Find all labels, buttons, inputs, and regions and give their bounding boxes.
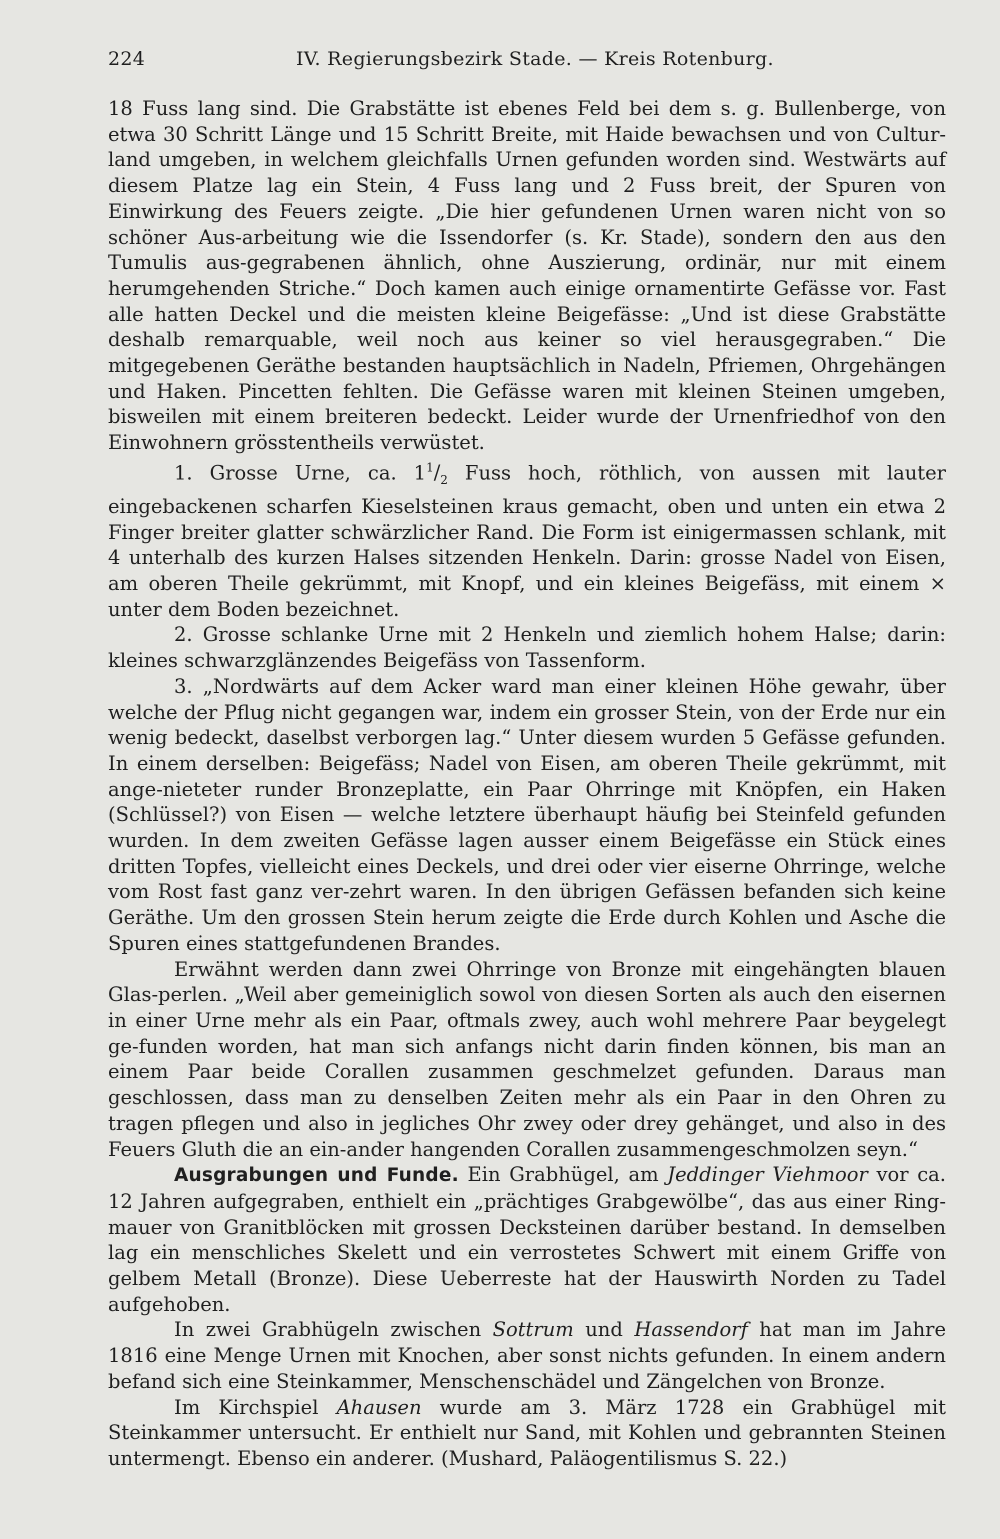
paragraph-item-3: 3. „Nordwärts auf dem Acker ward man einer kleinen Höhe gewahr, über welche der Pflug nicht gegangen war, indem ein grosser Stein, von der Erde nur ein wenig bedeckt, daselbst verborgen lag.“ Unter diesem wurden 5 Gefässe gefunden. In einem derselben: Beigefäss; Nadel von Eisen, am oberen Theile gekrümmt, mit ange-nieteter runder Bronzeplatte, ein Paar Ohrringe mit Knöpfen, ein Haken (Schlüssel?) von Eisen — welche letztere überhaupt häufig bei Steinfeld gefunden wurden. In dem zweiten Gefässe lagen ausser einem Beigefässe ein Stück eines dritten Topfes, vielleicht eines Deckels, und drei oder vier eiserne Ohrringe, welche vom Rost fast ganz ver-zehrt waren. In den übrigen Gefässen befanden sich keine Geräthe. Um den grossen Stein herum zeigte die Erde durch Kohlen und Asche die Spuren eines stattgefundenen Brandes. — [108, 674, 946, 955]
ahausen-text-b: wurde am 3. März 1728 ein Grabhügel mit Steinkammer untersucht. Er enthielt nur Sand, mit Kohlen und gebrannten Steinen untermengt. Ebenso ein anderer. (Mushard, Paläogentilismus S. 22.) — [108, 1395, 947, 1470]
sottrum-text-a: In zwei Grabhügeln zwischen — [174, 1318, 493, 1342]
sottrum-text-b: und — [573, 1318, 635, 1342]
place-sottrum: Sottrum — [492, 1318, 574, 1342]
excavations-text-b: vor ca. 12 Jahren aufgegraben, enthielt ein „prächtiges Grabgewölbe“, das aus einer Ring-mauer von Granitblöcken mit grossen Decksteinen darüber bestand. In demselben lag ein menschliches Skelett und ein verrostetes Schwert mit einem Griffe von gelbem Metall (Bronze). Diese Ueberreste hat der Hauswirth Norden zu Tadel aufgehoben. — [108, 1163, 946, 1316]
fraction-numerator: 1 — [426, 460, 434, 475]
place-ahausen: Ahausen — [336, 1395, 422, 1419]
running-head: IV. Regierungsbezirk Stade. — Kreis Rotenburg. — [296, 48, 774, 70]
page-header — [108, 48, 946, 70]
paragraph-earrings: Erwähnt werden dann zwei Ohrringe von Bronze mit eingehängten blauen Glas-perlen. „Weil aber gemeiniglich sowol von diesen Sorten als auch den eisernen in einer Urne mehr als ein Paar, oftmals zwey, auch wohl mehrere Paar beygelegt ge-funden worden, hat man sich anfangs nicht darin finden können, bis man an einem Paar beide Corallen zusammen geschmelzet gefunden. Daraus man geschlossen, dass man zu denselben Zeiten mehr als ein Paar in den Ohren zu tragen pflegen und also in jegliches Ohr zwey oder drey gehänget, und also in des Feuers Gluth die an ein-ander hangenden Corallen zusammengeschmolzen seyn.“ — [108, 957, 946, 1161]
page-number: 224 — [108, 48, 146, 70]
paragraph-sottrum — [108, 1317, 946, 1394]
item-1-rest: Fuss hoch, röthlich, von aussen mit lauter eingebackenen scharfen Kieselsteinen kraus gemacht, oben und unten ein etwa 2 Finger breiter glatter schwärzlicher Rand. Die Form ist einigermassen schlank, mit 4 unterhalb des kurzen Halses sitzenden Henkeln. Darin: grosse Nadel von Eisen, am oberen Theile gekrümmt, mit Knopf, und ein kleines Beigefäss, mit einem × unter dem Boden bezeichnet. — [108, 461, 947, 621]
section-heading: Ausgrabungen und Funde. — [174, 1165, 459, 1187]
body-text — [108, 96, 946, 1472]
place-jeddinger-viehmoor: Jeddinger Viehmoor — [667, 1163, 868, 1187]
paragraph-ahausen — [108, 1395, 946, 1472]
excavations-text-a: Ein Grabhügel, am — [458, 1163, 668, 1187]
paragraph-item-2: 2. Grosse schlanke Urne mit 2 Henkeln und ziemlich hohem Halse; darin: kleines schwarzglänzendes Beigefäss von Tassenform. — [108, 623, 946, 673]
paragraph-1: 18 Fuss lang sind. Die Grabstätte ist ebenes Feld bei dem s. g. Bullenberge, von etwa 30 Schritt Länge und 15 Schritt Breite, mit Haide bewachsen und von Cultur-land umgeben, in welchem gleichfalls Urnen gefunden worden sind. Westwärts auf diesem Platze lag ein Stein, 4 Fuss lang und 2 Fuss breit, der Spuren von Einwirkung des Feuers zeigte. „Die hier gefundenen Urnen waren nicht von so schöner Aus-arbeitung wie die Issendorfer (s. Kr. Stade), sondern den aus den Tumulis aus-gegrabenen ähnlich, ohne Auszierung, ordinär, nur mit einem herumgehenden Striche.“ Doch kamen auch einige ornamentirte Gefässe vor. Fast alle hatten Deckel und die meisten kleine Beigefässe: „Und ist diese Grabstätte deshalb remarquable, weil noch aus keiner so viel herausgegraben.“ Die mitgegebenen Geräthe bestanden hauptsächlich in Nadeln, Pfriemen, Ohrgehängen und Haken. Pincetten fehlten. Die Gefässe waren mit kleinen Steinen umgeben, bisweilen mit einem breiteren bedeckt. Leider wurde der Urnenfriedhof von den Einwohnern grösstentheils verwüstet. — [108, 97, 946, 455]
item-1-start: 1. Grosse Urne, ca. 1 — [174, 461, 427, 485]
place-hassendorf: Hassendorf — [634, 1318, 748, 1342]
fraction-denominator: 2 — [440, 473, 448, 488]
paragraph-excavations — [108, 1162, 946, 1317]
sottrum-text-c: hat man im Jahre 1816 eine Menge Urnen mit Knochen, aber sonst nichts gefunden. In einem andern befand sich eine Steinkammer, Menschenschädel und Zängelchen von Bronze. — [108, 1318, 946, 1393]
ahausen-text-a: Im Kirchspiel — [174, 1395, 337, 1419]
paragraph-item-1 — [108, 456, 946, 623]
fraction-half: $^1/_2$ — [426, 460, 448, 488]
